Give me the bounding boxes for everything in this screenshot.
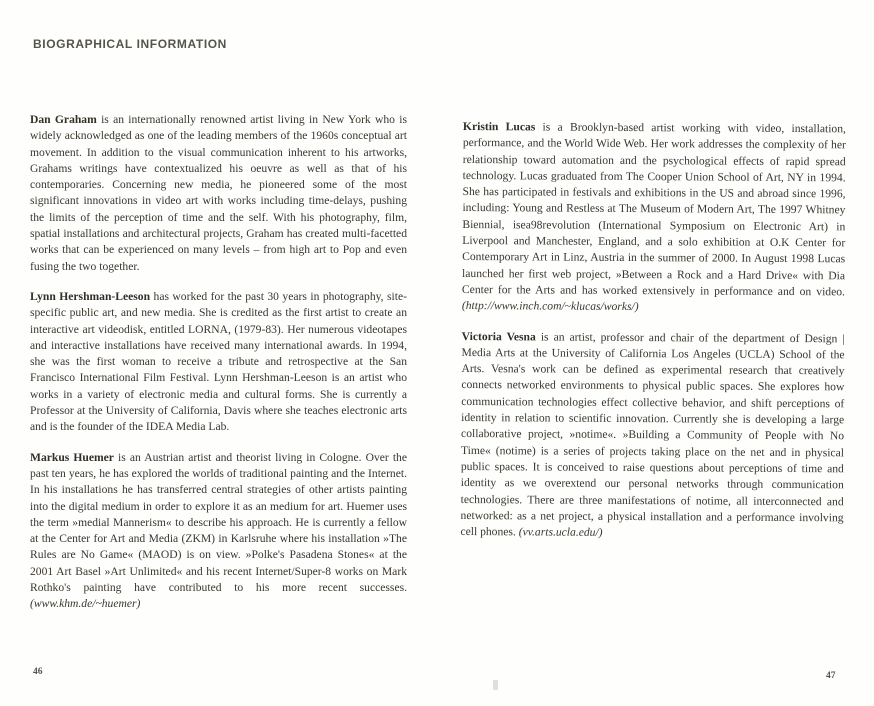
left-page-column: [30, 112, 407, 627]
artist-name-kristin-lucas: Kristin Lucas: [462, 119, 536, 134]
bio-url-victoria-vesna: (vv.arts.ucla.edu/): [518, 525, 603, 539]
artist-name-dan-graham: Dan Graham: [30, 113, 97, 126]
artist-name-lynn-hershman-leeson: Lynn Hershman-Leeson: [30, 289, 151, 303]
bio-text-markus-huemer: is an Austrian artist and theorist living in Cologne. Over the past ten years, he has explored the worlds of traditional painting and the Internet. In his installations he has transferred central strategies of other artists painting into the digital medium in order to explore it as an medium for art. Huemer uses the term »medial Mannerism« to describe his approach. He is currently a fellow at the Center for Art and Media (ZKM) in Karlsruhe where his installation »The Rules are No Game« (MAOD) is on view. »Polke's Pasadena Stones« at the 2001 Art Basel »Art Unlimited« and his recent Internet/Super-8 works on Mark Rothko's painting have contributed to his more recent successes.: [30, 450, 407, 595]
artist-name-victoria-vesna: Victoria Vesna: [461, 329, 536, 344]
bio-paragraph-markus-huemer: [30, 450, 407, 613]
bio-paragraph-lynn-hershman-leeson: [30, 289, 407, 436]
page-number-left: 46: [33, 667, 43, 677]
page-number-right: 47: [826, 671, 836, 681]
page-title: BIOGRAPHICAL INFORMATION: [33, 37, 227, 51]
bio-text-lynn-hershman-leeson: has worked for the past 30 years in photography, site-specific public art, and new media. She is credited as the first artist to create an interactive art videodisk, entitled LORNA, (1979-83). Her numerous videotapes and interactive installations have received many international awards. In 1994, she was the first woman to receive a tribute and retrospective at the San Francisco International Film Festival. Lynn Hershman-Leeson is an artist who works in a variety of electronic media and cultural forms. She is currently a Professor at the University of California, Davis where she teaches electronic arts and is the founder of the IDEA Media Lab.: [30, 289, 407, 434]
scan-artifact: [493, 680, 498, 690]
bio-text-victoria-vesna: is an artist, professor and chair of the department of Design | Media Arts at the University of California Los Angeles (UCLA) School of the Arts. Vesna's work can be defined as experimental research that creatively connects networked environments to physical public spaces. She explores how communication technologies effect collective behavior, and shift perceptions of identity in relation to scientific innovation. Currently she is developing a large collaborative project, »notime«. »Building a Community of People with No Time« (notime) is a series of projects taking place on the net and in physical public spaces. It is conceived to raise questions about perceptions of time and identity as we overextend our personal networks through communication technologies. There are three manifestations of notime, all interconnected and networked: as a net project, a physical installation and a performance involving cell phones.: [460, 330, 845, 539]
artist-name-markus-huemer: Markus Huemer: [30, 450, 114, 464]
bio-text-dan-graham: is an internationally renowned artist living in New York who is widely acknowledged as one of the leading members of the 1960s conceptual art movement. In addition to the visual communication inherent to his artworks, Grahams writings have contextualized his oeuvre as well as that of his contemporaries. Concerning new media, he pioneered some of the most significant innovations in video art with works including time-delays, pushing the limits of the perception of time and the self. With his photography, film, spatial installations and architectural projects, Graham has created multi-facetted works that can be experienced on many levels – from high art to Pop and even fusing the two together.: [30, 113, 407, 273]
bio-paragraph-dan-graham: [30, 112, 407, 275]
bio-text-kristin-lucas: is a Brooklyn-based artist working with video, installation, performance, and the World Wide Web. Her work addresses the complexity of her relationship toward automation and the psychological effects of rapid spread technology. Lucas graduated from The Cooper Union School of Art, NY in 1994. She has participated in festivals and exhibitions in the US and abroad since 1996, including: Young and Restless at The Museum of Modern Art, The 1997 Whitney Biennial, isea98revolution (International Symposium on Electronic Art) in Liverpool and Manchester, England, and a solo exhibition at O.K Center for Contemporary Art in Linz, Austria in the summer of 2000. In August 1998 Lucas launched her first web project, »Between a Rock and a Hard Drive« with Dia Center for the Arts and has worked extensively in performance and on video.: [461, 120, 846, 299]
bio-url-kristin-lucas: (http://www.inch.com/~klucas/works/): [461, 299, 639, 314]
bio-url-markus-huemer: (www.khm.de/~huemer): [30, 597, 141, 611]
right-page-column: [460, 119, 846, 557]
bio-paragraph-victoria-vesna: [460, 329, 844, 543]
bio-paragraph-kristin-lucas: [462, 119, 846, 317]
